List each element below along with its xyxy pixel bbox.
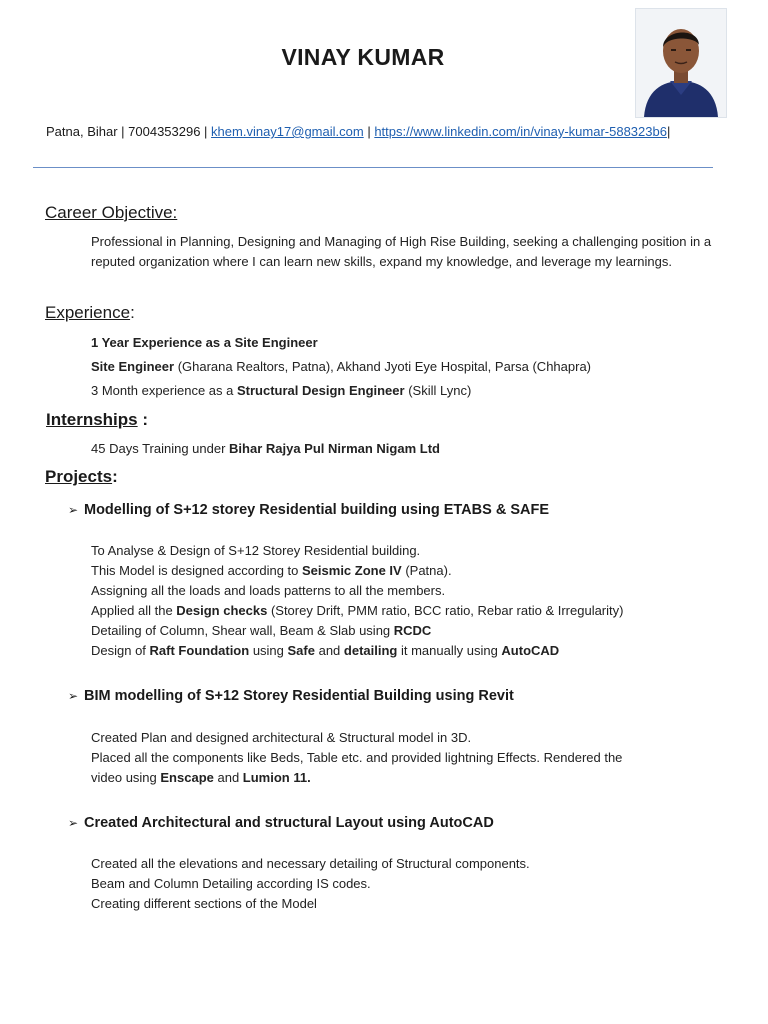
profile-photo xyxy=(635,8,727,118)
project-1-line-3: Assigning all the loads and loads patterns to all the members. xyxy=(91,583,446,598)
projects-colon: : xyxy=(112,467,118,486)
project-1-line-2-post: (Patna). xyxy=(401,563,452,578)
project-1-line-2-pre: This Model is designed according to xyxy=(91,563,303,578)
project-2-line-3-b1: Enscape xyxy=(160,770,214,785)
location-phone: Patna, Bihar | 7004353296 | xyxy=(46,124,212,139)
project-2-line-3-pre: video using xyxy=(91,770,161,785)
internship-line xyxy=(91,441,440,456)
experience-line-2 xyxy=(91,359,591,374)
projects-heading-row xyxy=(45,467,118,487)
candidate-name: VINAY KUMAR xyxy=(281,44,445,70)
arrow-bullet-icon: ➢ xyxy=(68,689,79,703)
email-link[interactable]: khem.vinay17@gmail.com xyxy=(211,124,364,139)
experience-role: Site Engineer xyxy=(91,359,175,374)
arrow-bullet-icon: ➢ xyxy=(68,503,79,517)
project-1-line-4-post: (Storey Drift, PMM ratio, BCC ratio, Rebar ratio & Irregularity) xyxy=(267,603,624,618)
project-1-title-row xyxy=(68,502,549,518)
project-1-line-6-a: Design of xyxy=(91,643,150,658)
project-2-line-1: Created Plan and designed architectural & Structural model in 3D. xyxy=(91,730,472,745)
experience-line-3-post: (Skill Lync) xyxy=(404,383,472,398)
career-objective-text: Professional in Planning, Designing and Managing of High Rise Building, seeking a challenging position in a reputed organization where I can learn new skills, expand my knowledge, and leverage my learnings. xyxy=(91,234,712,269)
project-1-line-6-c: using xyxy=(249,643,288,658)
project-2-line-3 xyxy=(91,770,311,785)
project-1-line-6-e: and xyxy=(314,643,344,658)
project-1-line-6-g: it manually using xyxy=(397,643,502,658)
internship-pre: 45 Days Training under xyxy=(91,441,230,456)
project-1-line-6 xyxy=(91,643,559,658)
project-3-line-1: Created all the elevations and necessary detailing of Structural components. xyxy=(91,856,530,871)
project-1-line-1: To Analyse & Design of S+12 Storey Residential building. xyxy=(91,543,421,558)
project-1-line-6-b: Raft Foundation xyxy=(149,643,250,658)
project-3-line-2: Beam and Column Detailing according IS codes. xyxy=(91,876,371,891)
project-1-line-4-pre: Applied all the xyxy=(91,603,177,618)
experience-line-3-bold: Structural Design Engineer xyxy=(236,383,405,398)
contact-line xyxy=(46,124,670,139)
internships-heading-row xyxy=(46,410,148,430)
project-1-line-5-pre: Detailing of Column, Shear wall, Beam & Slab using xyxy=(91,623,394,638)
projects-heading: Projects xyxy=(45,467,113,486)
experience-heading: Experience xyxy=(45,303,131,322)
project-1-line-4 xyxy=(91,603,623,618)
header-divider xyxy=(33,167,713,168)
project-1-line-5 xyxy=(91,623,431,638)
project-1-title: Modelling of S+12 storey Residential building using ETABS & SAFE xyxy=(84,502,549,518)
project-1-line-2 xyxy=(91,563,452,578)
project-2-line-2: Placed all the components like Beds, Table etc. and provided lightning Effects. Rendered the xyxy=(91,750,623,765)
project-1-line-6-d: Safe xyxy=(287,643,315,658)
project-3-title: Created Architectural and structural Layout using AutoCAD xyxy=(84,815,494,831)
project-1-line-2-bold: Seismic Zone IV xyxy=(302,563,402,578)
project-2-title: BIM modelling of S+12 Storey Residential Building using Revit xyxy=(84,688,514,704)
internships-heading: Internships xyxy=(46,410,138,429)
project-3-title-row xyxy=(68,815,494,831)
internships-colon: : xyxy=(137,410,149,429)
experience-colon: : xyxy=(130,303,135,322)
separator: | xyxy=(363,124,375,139)
experience-heading-row xyxy=(45,303,135,323)
experience-line-3 xyxy=(91,383,471,398)
internship-org: Bihar Rajya Pul Nirman Nigam Ltd xyxy=(229,441,440,456)
linkedin-link[interactable]: https://www.linkedin.com/in/vinay-kumar-588323b6 xyxy=(374,124,667,139)
experience-line-3-pre: 3 Month experience as a xyxy=(91,383,237,398)
project-1-line-6-f: detailing xyxy=(343,643,398,658)
project-1-line-6-h: AutoCAD xyxy=(501,643,560,658)
end-bar: | xyxy=(666,124,671,139)
project-1-line-4-bold: Design checks xyxy=(176,603,268,618)
project-2-title-row xyxy=(68,688,514,704)
project-3-line-3: Creating different sections of the Model xyxy=(91,896,317,911)
experience-line-2-rest: (Gharana Realtors, Patna), Akhand Jyoti Eye Hospital, Parsa (Chhapra) xyxy=(174,359,592,374)
project-2-line-3-b2: Lumion 11. xyxy=(242,770,311,785)
experience-line-1: 1 Year Experience as a Site Engineer xyxy=(91,335,318,350)
career-objective-heading: Career Objective: xyxy=(45,203,178,222)
project-1-line-5-bold: RCDC xyxy=(393,623,432,638)
arrow-bullet-icon: ➢ xyxy=(68,816,79,830)
project-2-line-3-mid: and xyxy=(213,770,243,785)
